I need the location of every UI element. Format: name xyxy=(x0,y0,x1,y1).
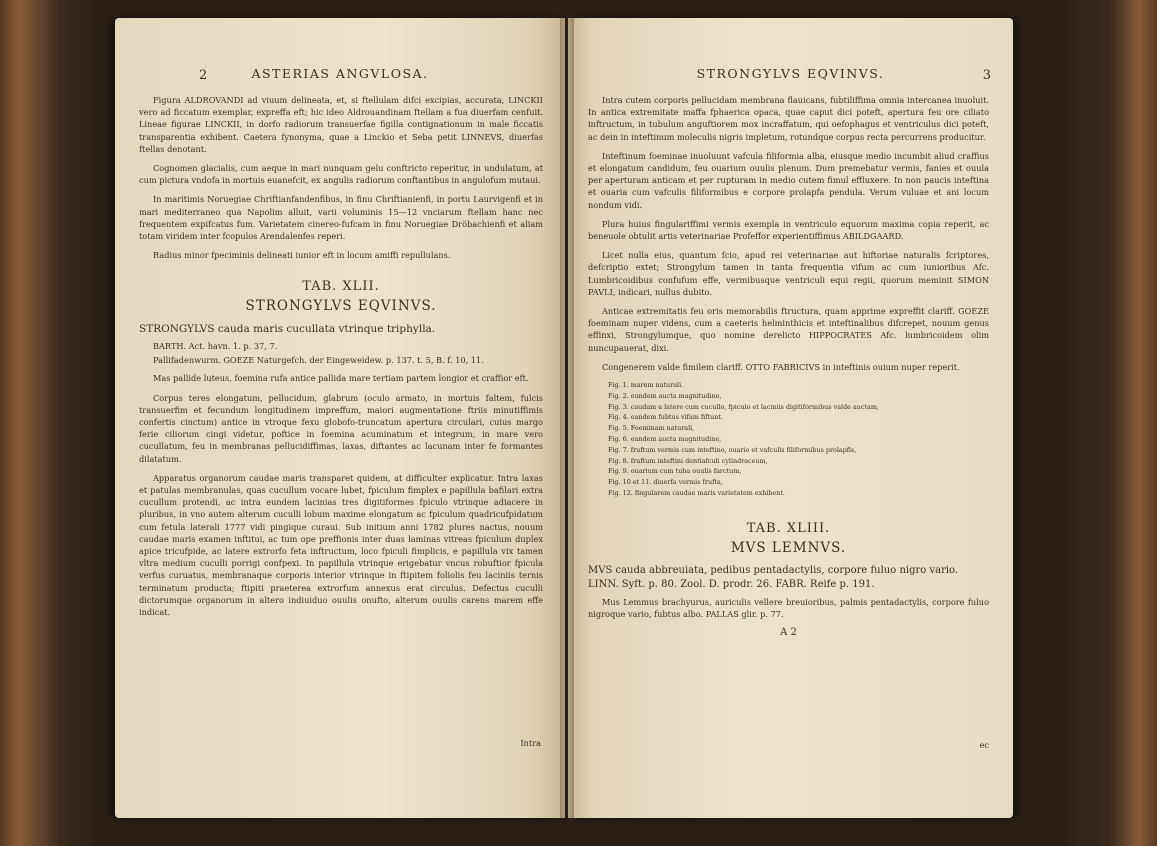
paragraph: Apparatus organorum caudae maris transparet quidem, at difficulter explicatur. Intra laxas et patulas membranulas, quas cucullum vocare lubet, fpiculum fimplex e papillula bafilari extra cucullum protendi, ac intra eundem lacinias tres digitiformes fpiculo vtrinque adiacere in pluribus, in vno autem alterum cuculli lobum maxime elongatum ac fpiculum quadricufpidatum cum fetula laterali 1777 vidi pingique curaui. Sub initium anni 1782 plures nactus, nouum caudae maris examen inftitui, ac tum ope preffionis inter duas laminas vitreas fpiculum duplex apice tricufpide, ac latere extrorfo feta inftructum, loco fpiculi fimplicis, e papillula vix tamen vltra medium cuculli porrigi confpexi. In papillula vtrinque erigebatur vncus robuftior fpicula verfus curuatus, membranaque corporis interior vtrinque in ftipitem foliolis feu laciniis ternis terminatum producta; ftipiti praeterea extrorfum annexus erat circulus. Defectus cuculli dictorumque organorum in altero indiuiduo ouulis onufto, alterum ouulis carens marem effe indicat. xyxy=(139,472,543,618)
running-head-right: STRONGYLVS EQVINVS. xyxy=(696,66,885,81)
paragraph: Mas pallide luteus, foemina rufa antice pallida mare tertiam partem longior et craffior eft. xyxy=(153,373,529,384)
paragraph: Licet nulla eius, quantum fcio, apud rei veterinariae aut hiftoriae naturalis fcriptores, defcriptio extet; Strongylum tamen in tanta frequentia vifum ac cum iunioribus Afc. Lumbricoidibus confufum effe, vermibusque ventriculi equi regii, quorum meminit SIMON PAVLI, indicari, nullus dubito. xyxy=(588,250,989,297)
paragraph: Congenerem valde fimilem clariff. OTTO FABRICIVS in inteftinis ouium nuper reperit. xyxy=(602,361,960,372)
paragraph: Corpus teres elongatum, pellucidum, glabrum (oculo armato, in mortuis faltem, fulcis transuerfim et fecundum longitudinem impreffum, maiori augmentatione ftriis minutiffimis confertis cinctum) antice in vtroque fexu globofo-truncatum apertura circulari, cuius margo ferie ciliorum cingi videtur, poftice in foemina acuminatum et integrum, in mare vero cucullatum, feu in membranas pellucidiffimas, laxas, diftantes ac lacunam inter fe formantes dilatatum. xyxy=(139,392,543,464)
running-head-left: ASTERIAS ANGVLOSA. xyxy=(251,66,429,81)
figure-caption: Fig. 8. fruftum inteftini dentiafculi cylindraceum, xyxy=(608,456,768,465)
catchword-left: Intra xyxy=(520,738,541,748)
plate-label: TAB. XLIII. xyxy=(746,520,831,536)
left-text-block xyxy=(139,94,543,625)
genus-heading: STRONGYLVS EQVINVS. xyxy=(245,298,437,315)
paragraph: Inteftinum foeminae inuoluunt vafcula filiformia alba, eiusque medio incumbit aliud craffius et elongatum candidum, feu ouarium ouulis plenum. Dum premebatur vermis, fanies et ouula per aperturam anticam et per rupturam in medio cutem fimul effluxere. In non paucis inteftina et ouaria cum vafculis filiformibus e corpore prolapfa pendula. Verum vuluae et ani locum nondum vidi. xyxy=(588,150,989,210)
left-page xyxy=(115,18,565,818)
figure-caption: Fig. 1. marem naturali. xyxy=(608,381,684,390)
figure-caption: Fig. 12. fingularem caudae maris varietatem exhibent. xyxy=(608,489,785,498)
figure-caption: Fig. 10 et 11. diuerfa vermis frufta, xyxy=(608,478,723,487)
paragraph: Figura ALDROVANDI ad viuum delineata, et, si ftellulam difci excipias, accurata, LINCKII vero ad ficcatum exemplar, expreffa eft; hic ideo Aldrouandinam ftellam a fua diuerfam cenfuit. Lineae figurae LINCKII, in dorfo radiorum transuerfae figilla contignationum in male ficcatis transparentia exhibent. Caetera fynonyma, quae a Linckio et Seba petit LINNEVS, diuerfas ftellas denotant. xyxy=(139,95,543,154)
figure-caption: Fig. 5. Foeminam naturali, xyxy=(608,424,695,433)
paragraph: Radius minor fpeciminis delineati iunior eft in locum amiffi repullulans. xyxy=(153,250,451,261)
reference: BARTH. Act. havn. 1. p. 37, 7. xyxy=(153,341,278,352)
figure-caption: Fig. 4. eandem fubtus vifam fiftunt. xyxy=(608,413,723,422)
paragraph: Cognomen glacialis, cum aeque in mari nunquam gelu conftricto reperitur, in undulatum, at cum pictura vndofa in mortuis euanefcit, ex angulis radiorum conftantibus in angulofum mutaui. xyxy=(139,163,543,186)
paragraph: Mus Lemmus brachyurus, auriculis vellere breuioribus, palmis pentadactylis, corpore fuluo nigroque vario, fubtus albo. PALLAS glir. p. 77. xyxy=(588,596,989,620)
paragraph: Intra cutem corporis pellucidam membrana flauicans, fubtiliffima omnia intercanea inuoluit. In antica extremitate maffa fphaerica opaca, quae caput dici poteft, apertura feu ore ciliato inftructum, in tubulum anguftiorem mox incraffatum, qui oefophagus et ventriculus dici poteft, ac dein in inteftinum moleculis nigris impletum, rotundque corpus recta percurrens producitur. xyxy=(588,95,989,142)
page-number-left: 2 xyxy=(199,68,208,83)
figure-legend xyxy=(588,380,989,499)
book-gutter xyxy=(560,18,574,818)
figure-caption: Fig. 2. eundem aucta magnitudine, xyxy=(608,391,722,400)
figure-caption: Fig. 6. eandem aucta magnitudine, xyxy=(608,435,722,444)
right-page xyxy=(568,18,1013,818)
right-text-block xyxy=(588,94,989,646)
figure-caption: Fig. 7. fruftum vermis cum inteftino, ouario et vafculis filiformibus prolapfis, xyxy=(608,445,857,454)
genus-heading: MVS LEMNVS. xyxy=(730,539,847,556)
catchword-right: ec xyxy=(979,740,989,750)
signature-mark: A 2 xyxy=(780,627,797,639)
plate-label: TAB. XLII. xyxy=(302,279,380,295)
species-diagnosis: MVS cauda abbreuiata, pedibus pentadactylis, corpore fuluo nigro vario. LINN. Syft. p. 80. Zool. D. prodr. 26. FABR. Reife p. 191. xyxy=(588,564,959,590)
figure-caption: Fig. 9. ouarium cum tuba ouulis farctum, xyxy=(608,467,742,476)
paragraph: Anticae extremitatis feu oris memorabilis ftructura, quam apprime expreffit clariff. GOEZE foeminam nuper videns, cum a caeteris helminthicis et inteftinalibus difcrepet, nouum genus effinxi, Strongylumque, quo nomine derelicto HIPPOCRATES Afc. lumbricoidem olim nuncupauerat, dixi. xyxy=(588,306,989,353)
paragraph: In maritimis Noruegiae Chriftianfandenfibus, in finu Chriftianienfi, in portu Laurvigenfi et in mari mediterraneo qua Napolim alluit, varii voluminis 15—12 vnciarum ftellam hanc nec frequentem expifcatus fum. Varietatem cinereo-fufcam in finu Noruegiae Dröbachienfi et aliam totam viridem inter fcopulos Arendalenfes reperi. xyxy=(139,194,543,242)
reference: Pallifadenwurm. GOEZE Naturgefch. der Eingeweidew. p. 137. t. 5, B. f. 10, 11. xyxy=(153,355,484,366)
page-number-right: 3 xyxy=(982,68,991,83)
species-diagnosis: STRONGYLVS cauda maris cucullata vtrinque triphylla. xyxy=(139,323,436,336)
figure-caption: Fig. 3. caudam a latere cum cucullo, fpiculo et laciniis digitiformibus valde auctam, xyxy=(608,402,879,411)
paragraph: Plura huius fingulariffimi vermis exempla in ventriculo equorum maxima copia reperit, ac beneuole obtulit artis veterinariae Profeffor experientiffimus ABILDGAARD. xyxy=(588,218,989,242)
